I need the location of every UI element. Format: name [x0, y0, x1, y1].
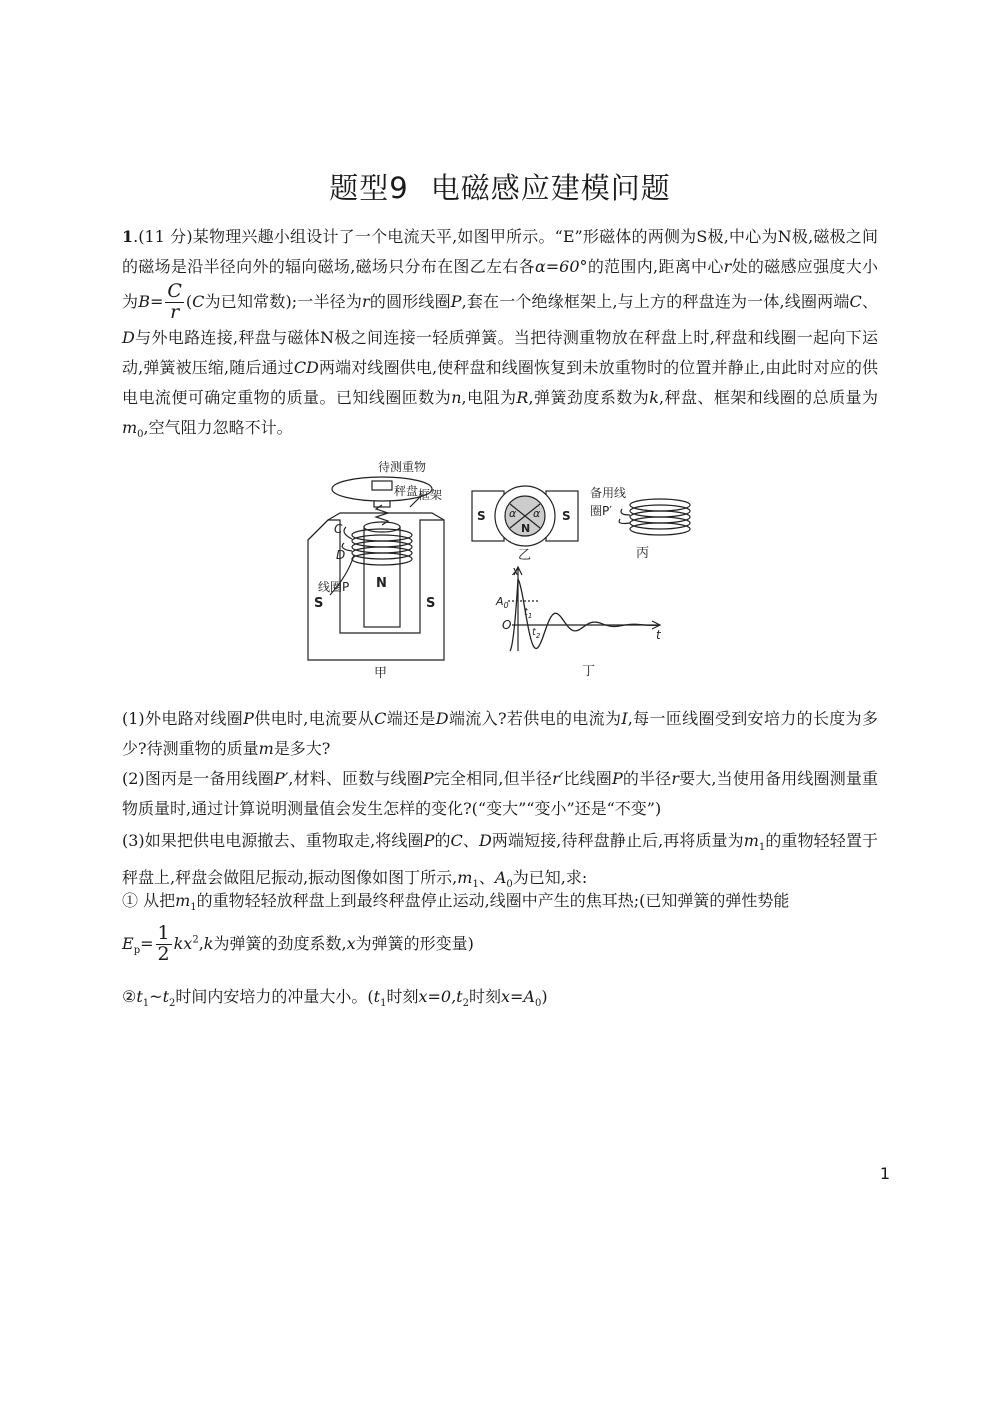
figure-group — [300, 455, 730, 695]
sub-question-2: $②t_1\sim t_2$时间内安培力的冲量大小。($t_1$时刻$x=0,t_2$时刻$x=A_0$) — [122, 987, 548, 1010]
question-1: (1)外电路对线圈P供电时,电流要从C端还是D端流入?若供电的电流为I,每一匝线圈受到安培力的长度为多少?待测重物的质量m是多大? — [122, 709, 878, 758]
label-D: D — [336, 548, 346, 562]
problem-intro: 1.(11 分)某物理兴趣小组设计了一个电流天平,如图甲所示。“E”形磁体的两侧为S极,中心为N极,磁极之间的磁场是沿半径向外的辐向磁场,磁场只分布在图乙左右各α=60°的范围内,距离中心r处的磁感应强度大小为B= $\frac{C}{r}$ (C为已知常数);一半径为r的圆形线圈P,套在一个绝缘框架上,与上方的秤盘连为一体,线圈两端C、D与外电路连接,秤盘与磁体N极之间连接一轻质弹簧。当把待测重物放在秤盘上时,秤盘和线圈一起向下运动,弹簧被压缩,随后通过CD两端对线圈供电,使秤盘和线圈恢复到未放重物时的位置并静止,由此时对应的供电电流便可确定重物的质量。已知线圈匝数为n,电阻为R,弹簧劲度系数为k,秤盘、框架和线圈的总质量为$m_0$,空气阻力忽略不计。 — [122, 227, 878, 441]
coil-P — [352, 529, 412, 565]
label-yi-S-left: S — [477, 509, 486, 523]
label-t1: $t_1$ — [524, 607, 533, 620]
figure-bing — [619, 499, 690, 535]
title-type: 题型9 — [329, 171, 409, 205]
page-title — [0, 166, 1000, 207]
figure-ding — [508, 567, 660, 651]
label-frame: 框架 — [418, 488, 443, 502]
question-3: (3)如果把供电电源撤去、重物取走,将线圈P的C、D两端短接,待秤盘静止后,再将质量为$m_1$的重物轻轻置于秤盘上,秤盘会做阻尼振动,振动图像如图丁所示$,m_1$、$A_0$为已知,求: — [122, 831, 878, 891]
label-S-left: S — [314, 596, 324, 611]
title-name: 电磁感应建模问题 — [430, 171, 671, 205]
label-t2: $t_2$ — [532, 627, 541, 640]
label-bing: 丙 — [636, 546, 650, 561]
label-spare-coil-2: 圈P′ — [590, 504, 612, 518]
label-spare-coil-1: 备用线 — [590, 486, 627, 500]
label-alpha-right: α — [533, 507, 541, 520]
question-2: (2)图丙是一备用线圈P′,材料、匝数与线圈P完全相同,但半径r′比线圈P的半径r要大,当使用备用线圈测量重物质量时,通过计算说明测量值会发生怎样的变化?(“变大”“变小”还是“不变”) — [122, 769, 879, 818]
sub-question-1: ① 从把$m_1$的重物轻轻放秤盘上到最终秤盘停止运动,线圈中产生的焦耳热;(已知弹簧的弹性势能 — [122, 891, 790, 914]
label-weight: 待测重物 — [378, 460, 427, 474]
label-origin: O — [502, 618, 512, 632]
figure-svg — [300, 455, 730, 695]
label-yi-N: N — [521, 522, 531, 535]
label-A0: $A_0$ — [496, 595, 509, 610]
problem-number: 1 — [122, 227, 134, 246]
label-coil-P: 线圈P — [318, 580, 350, 594]
figure-jia — [308, 477, 444, 660]
label-alpha-left: α — [509, 507, 517, 520]
label-S-right: S — [426, 596, 436, 611]
label-yi-S-right: S — [562, 509, 571, 523]
label-pan: 秤盘 — [394, 484, 419, 498]
problem-score: (11 分) — [138, 227, 193, 246]
fraction-one-half: $\frac{1}{2}$ — [157, 922, 170, 965]
page-number: 1 — [879, 1164, 890, 1183]
label-ding: 丁 — [582, 664, 596, 679]
label-jia: 甲 — [374, 666, 388, 681]
weight — [372, 481, 392, 490]
label-x-axis: x — [512, 564, 520, 578]
label-C: C — [334, 522, 343, 536]
label-N: N — [376, 576, 387, 591]
label-yi: 乙 — [518, 548, 532, 563]
fraction-C-over-r: $\frac{C}{r}$ — [167, 280, 182, 323]
label-t-axis: t — [656, 628, 661, 642]
sub-question-1-formula: $E_p=$ $\frac{1}{2}$ $kx^2,k$为弹簧的劲度系数,x为弹簧的形变量) — [122, 922, 474, 965]
